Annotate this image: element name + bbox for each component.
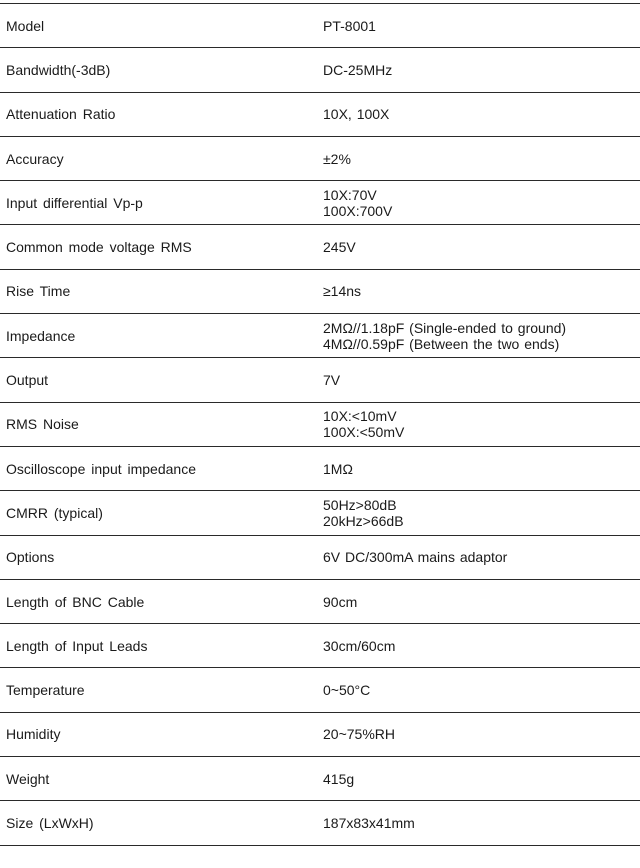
spec-value xyxy=(308,497,404,529)
spec-value-line: 90cm xyxy=(323,593,358,610)
spec-row xyxy=(0,403,640,447)
spec-label: Length of Input Leads xyxy=(6,637,148,654)
spec-value-line: 100X:700V xyxy=(323,202,393,219)
spec-value-line: ≥14ns xyxy=(323,283,362,300)
spec-value-line: 2MΩ//1.18pF (Single-ended to ground) xyxy=(323,319,567,336)
spec-value xyxy=(308,594,357,610)
spec-table xyxy=(0,3,640,846)
spec-row xyxy=(0,181,640,225)
spec-label: CMRR (typical) xyxy=(6,504,103,521)
spec-label: Attenuation Ratio xyxy=(6,106,116,123)
spec-label: Rise Time xyxy=(6,283,71,300)
spec-value xyxy=(308,187,392,219)
spec-row xyxy=(0,580,640,624)
spec-row xyxy=(0,270,640,314)
spec-row xyxy=(0,713,640,757)
spec-label: Input differential Vp-p xyxy=(6,194,143,211)
spec-value-line: 30cm/60cm xyxy=(323,637,396,654)
spec-row xyxy=(0,358,640,402)
spec-value xyxy=(308,771,354,787)
spec-row xyxy=(0,314,640,358)
spec-value-line: 415g xyxy=(323,770,355,787)
spec-label: Oscilloscope input impedance xyxy=(6,460,196,477)
spec-row xyxy=(0,491,640,535)
spec-value-line: 50Hz>80dB xyxy=(323,496,397,513)
spec-value-line: 10X, 100X xyxy=(323,106,390,123)
spec-label: Model xyxy=(6,17,45,34)
spec-label: Temperature xyxy=(6,682,85,699)
spec-value-line: 7V xyxy=(323,372,341,389)
spec-row xyxy=(0,137,640,181)
spec-label: Length of BNC Cable xyxy=(6,593,145,610)
spec-value-line: 100X:<50mV xyxy=(323,424,405,441)
spec-row xyxy=(0,225,640,269)
spec-value xyxy=(308,549,507,565)
spec-value xyxy=(308,18,376,34)
spec-label: Size (LxWxH) xyxy=(6,814,94,831)
spec-value-line: 0~50°C xyxy=(323,682,371,699)
spec-value-line: 10X:<10mV xyxy=(323,408,397,425)
spec-row xyxy=(0,757,640,801)
spec-label: Weight xyxy=(6,770,50,787)
spec-value-line: 20~75%RH xyxy=(323,726,395,743)
spec-value xyxy=(308,726,395,742)
spec-row xyxy=(0,447,640,491)
spec-row xyxy=(0,536,640,580)
spec-row xyxy=(0,48,640,92)
spec-label: Accuracy xyxy=(6,150,64,167)
spec-label: Bandwidth(-3dB) xyxy=(6,61,111,78)
spec-value xyxy=(308,372,340,388)
spec-value-line: DC-25MHz xyxy=(323,61,393,78)
spec-value xyxy=(308,106,389,122)
spec-value-line: 187x83x41mm xyxy=(323,814,415,831)
spec-value xyxy=(308,151,351,167)
spec-label: Common mode voltage RMS xyxy=(6,239,192,256)
spec-value-line: 4MΩ//0.59pF (Between the two ends) xyxy=(323,335,560,352)
spec-value xyxy=(308,461,353,477)
spec-value-line: ±2% xyxy=(323,150,351,167)
spec-value xyxy=(308,239,356,255)
spec-row xyxy=(0,801,640,845)
spec-label: RMS Noise xyxy=(6,416,79,433)
spec-value-line: 1MΩ xyxy=(323,460,353,477)
spec-value xyxy=(308,62,392,78)
spec-value xyxy=(308,283,361,299)
spec-value-line: 20kHz>66dB xyxy=(323,512,404,529)
spec-label: Output xyxy=(6,372,49,389)
spec-label: Impedance xyxy=(6,327,76,344)
spec-value-line: 10X:70V xyxy=(323,186,377,203)
spec-value-line: PT-8001 xyxy=(323,17,376,34)
spec-value-line: 245V xyxy=(323,239,356,256)
spec-value xyxy=(308,320,566,352)
spec-value xyxy=(308,682,370,698)
spec-value xyxy=(308,408,404,440)
spec-value xyxy=(308,815,415,831)
spec-value-line: 6V DC/300mA mains adaptor xyxy=(323,549,508,566)
spec-row xyxy=(0,624,640,668)
spec-value xyxy=(308,638,395,654)
spec-row xyxy=(0,93,640,137)
spec-label: Options xyxy=(6,549,55,566)
spec-row xyxy=(0,4,640,48)
spec-label: Humidity xyxy=(6,726,61,743)
spec-row xyxy=(0,668,640,712)
